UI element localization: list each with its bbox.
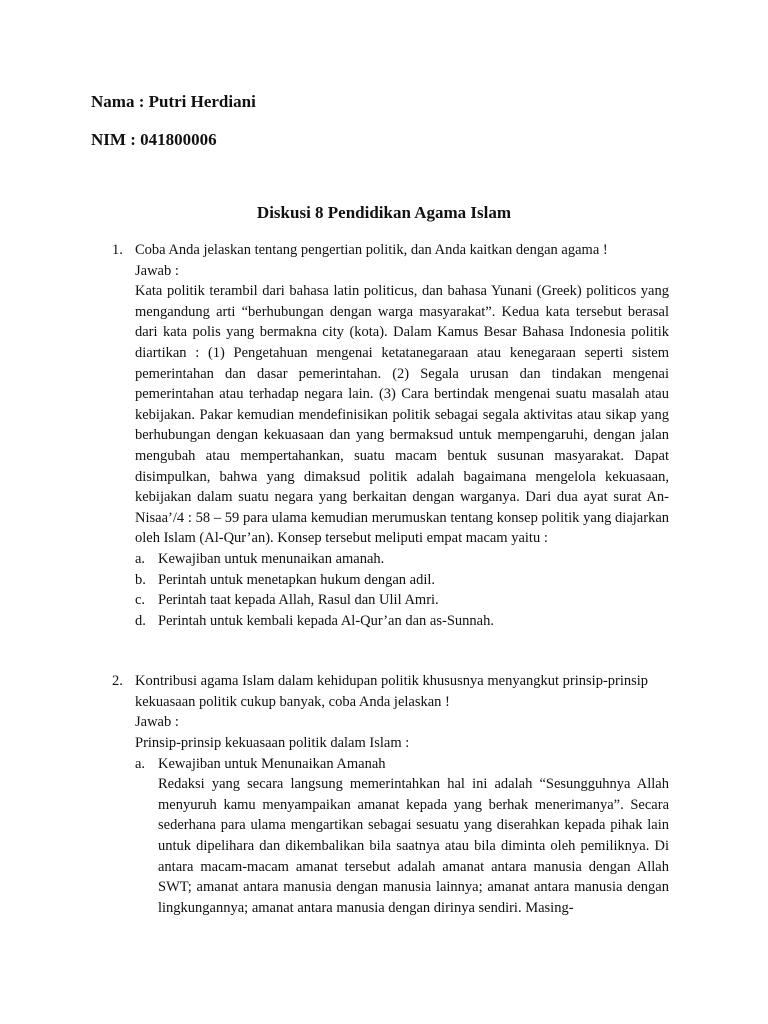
question-number: 2. [112,673,123,690]
list-item-text: Perintah taat kepada Allah, Rasul dan Ulil Amri. [158,592,439,609]
list-item-text: Redaksi yang secara langsung memerintahkan hal ini adalah “Sesungguhnya Allah menyuruh kamu menyampaikan amanat kepada yang berhak menerimanya”. Secara sederhana para ulama mengartikan sebagai sesuatu yang diserahkan kepada pihak lain untuk dipelihara dan dikembalikan bila saatnya atau bila diminta oleh pemiliknya. Di antara macam-macam amanat tersebut adalah amanat antara manusia dengan Allah SWT; amanat antara manusia dengan manusia lainnya; amanat antara manusia dengan lingkungannya; amanat antara manusia dengan dirinya sendiri. Masing- [158,776,669,916]
list-item-label: b. [135,571,146,588]
question-item-2 [0,671,669,918]
list-item-heading: Kewajiban untuk Menunaikan Amanah [158,755,386,772]
student-nim: NIM : 041800006 [91,130,217,149]
question-list [0,240,768,918]
list-item-text: Perintah untuk kembali kepada Al-Qur’an dan as-Sunnah. [158,612,494,629]
list-item [135,549,669,570]
list-item-label: a. [135,755,146,772]
answer-label: Jawab : [135,262,179,279]
list-item [135,611,669,632]
list-item-label: d. [135,612,146,629]
list-item-label: c. [135,592,146,609]
student-header [91,92,256,150]
question-number: 1. [112,242,123,258]
answer-intro: Prinsip-prinsip kekuasaan politik dalam Islam : [135,735,410,752]
list-item-text: Perintah untuk menetapkan hukum dengan adil. [158,571,436,588]
student-name: Nama : Putri Herdiani [91,92,256,111]
list-item [135,590,669,611]
list-item-text: Kewajiban untuk menunaikan amanah. [158,550,385,567]
answer-paragraph: Kata politik terambil dari bahasa latin politicus, dan bahasa Yunani (Greek) politicos yang mengandung arti “berhubungan dengan warga masyarakat”. Kedua kata tersebut berasal dari kata polis yang bermakna city (kota). Dalam Kamus Besar Bahasa Indonesia politik diartikan : (1) Pengetahuan mengenai ketatanegaraan atau kenegaraan seperti sistem pemerintahan dan dasar pemerintahan. (2) Segala urusan dan tindakan mengenai pemerintahan atau terhadap negara lain. (3) Cara bertindak mengenai suatu masalah atau kebijakan. Pakar kemudian mendefinisikan politik sebagai segala aktivitas atau sikap yang berhubungan dengan kekuasaan dan yang bermaksud untuk mempengaruhi, dengan jalan mengubah atau mempertahankan, suatu macam bentuk susunan masyarakat. Dapat disimpulkan, bahwa yang dimaksud politik adalah bagaimana mengelola kekuasaan, kebijakan dalam suatu negara yang berkaitan dengan warganya. Dari dua ayat surat An-Nisaa’/4 : 58 – 59 para ulama kemudian merumuskan tentang konsep politik yang diajarkan oleh Islam (Al-Qur’an). Konsep tersebut meliputi empat macam yaitu : [135,283,669,547]
question-item-1 [0,240,669,631]
answer-label: Jawab : [135,714,179,731]
question-text: Coba Anda jelaskan tentang pengertian politik, dan Anda kaitkan dengan agama ! [135,242,608,258]
list-item [135,570,669,591]
list-item-label: a. [135,550,146,567]
document-title: Diskusi 8 Pendidikan Agama Islam [256,203,512,222]
question-text: Kontribusi agama Islam dalam kehidupan politik khususnya menyangkut prinsip-prinsip kekuasaan politik cukup banyak, coba Anda jelaskan ! [135,673,649,710]
list-item [135,754,669,919]
